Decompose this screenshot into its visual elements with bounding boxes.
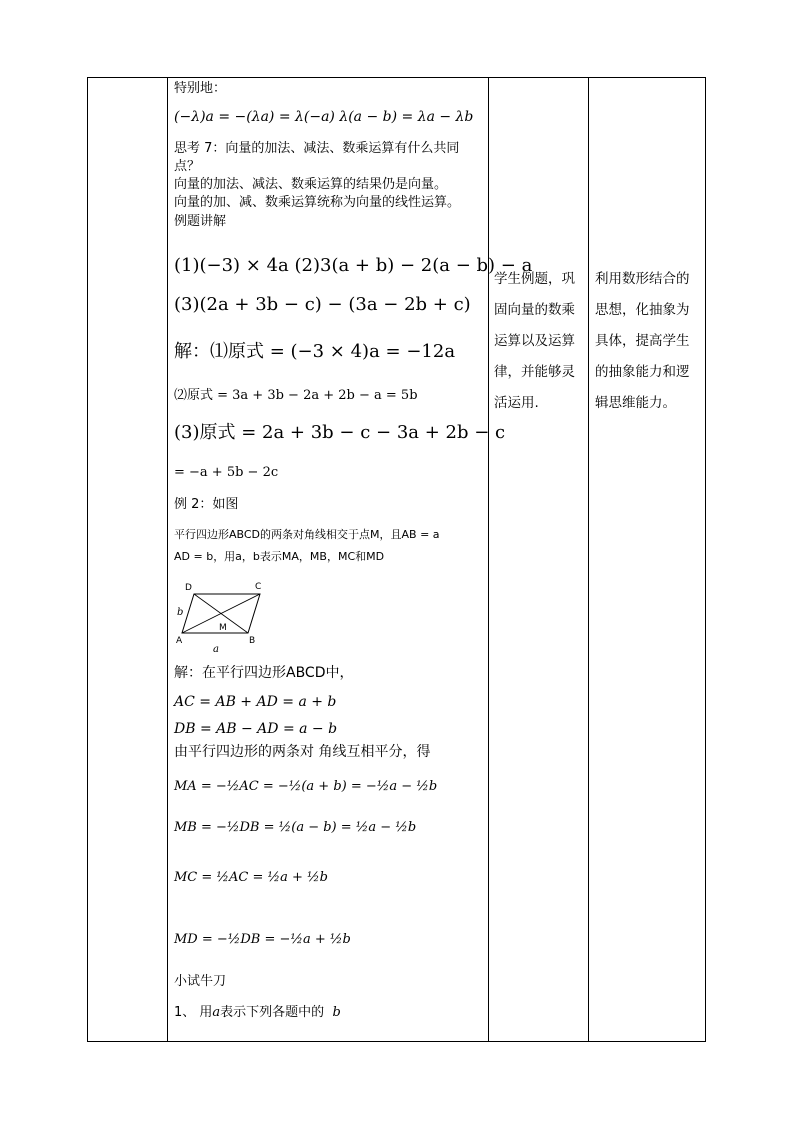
lesson-table [87,77,706,1042]
question-vector-b: b [332,1005,341,1020]
solution-intro: 解：在平行四边形ABCD中， [174,665,354,681]
solution-3a: (3)原式 = 2a + 3b − c − 3a + 2b − c [174,422,506,443]
design-intent-cell [595,264,705,419]
vector-a-label: a [213,644,219,655]
example-2-text1: 平行四边形ABCD的两条对角线相交于点M，且AB = a [174,528,440,541]
example-2-heading: 例 2：如图 [174,497,239,512]
activity-line-1: 学生例题，巩 [494,271,575,287]
mc-equation: MC = ½AC = ½a + ½b [174,870,328,885]
ac-equation: AC = AB + AD = a + b [174,694,337,710]
solution-2: ⑵原式 = 3a + 3b − 2a + 2b − a = 5b [174,388,418,403]
example-2-text2: AD = b，用a，b表示MA，MB，MC和MD [174,550,385,563]
vertex-a-label: A [176,636,183,646]
activity-line-2: 固向量的数乘 [494,302,575,318]
column-divider-3 [588,78,589,1041]
question-vector-a: a [212,1005,221,1020]
activity-line-3: 运算以及运算 [494,333,575,349]
ma-equation: MA = −½AC = −½(a + b) = −½a − ½b [174,779,438,794]
vertex-b-label: B [249,636,256,646]
column-divider-2 [488,78,489,1041]
solution-3b: = −a + 5b − 2c [174,465,279,480]
db-equation: DB = AB − AD = a − b [174,721,338,737]
bisect-statement: 由平行四边形的两条对 角线互相平分，得 [174,744,431,760]
intent-line-3: 具体，提高学生 [595,333,690,349]
special-formula: (−λ)a = −(λa) = λ(−a) λ(a − b) = λa − λb [174,109,474,125]
intent-line-2: 思想，化抽象为 [595,302,690,318]
intent-line-1: 利用数形结合的 [595,271,690,287]
activity-line-4: 律，并能够灵 [494,364,575,380]
think7-line2: 点？ [174,159,201,174]
mb-equation: MB = −½DB = ½(a − b) = ½a − ½b [174,820,417,835]
vertex-d-label: D [185,583,192,593]
think7-line1: 思考 7：向量的加法、减法、数乘运算有什么共同 [174,141,460,156]
intent-line-4: 的抽象能力和逻 [595,364,690,380]
solution-1: 解：⑴原式 = (−3 × 4)a = −12a [174,341,456,362]
answer-line1: 向量的加法、减法、数乘运算的结果仍是向量。 [174,177,448,192]
practice-heading: 小试牛刀 [174,974,227,989]
student-activity-cell [494,264,586,419]
vector-b-label: b [177,607,184,618]
question-prefix: 1、 用 [174,1005,213,1020]
practice-question-1 [174,1004,341,1022]
answer-line2: 向量的加、减、数乘运算统称为向量的线性运算。 [174,195,461,210]
column-divider-1 [167,78,168,1041]
special-label: 特别地： [174,81,227,96]
example-1-2: (1)(−3) × 4a (2)3(a + b) − 2(a − b) − a [174,255,533,276]
md-equation: MD = −½DB = −½a + ½b [174,932,351,947]
midpoint-m-label: M [219,623,227,633]
activity-line-5: 活运用. [494,395,539,411]
vertex-c-label: C [255,582,262,592]
intent-line-5: 辑思维能力。 [595,395,676,411]
example-heading: 例题讲解 [174,214,227,229]
example-3: (3)(2a + 3b − c) − (3a − 2b + c) [174,294,471,315]
question-mid: 表示下列各题中的 [220,1005,325,1020]
parallelogram-figure [174,576,274,656]
